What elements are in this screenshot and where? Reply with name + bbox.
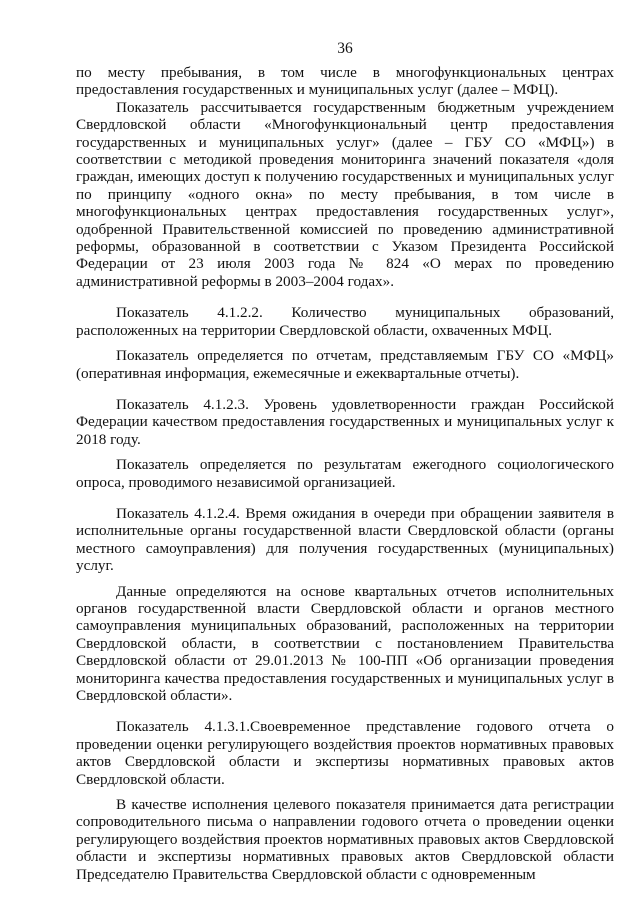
- paragraph-methodology: Показатель рассчитывается государственным бюджетным учреждением Свердловской области «Многофункциональный центр предоставления государственных и муниципальных услуг» (далее – ГБУ СО «МФЦ») в соответствии с методикой проведения мониторинга значений показателя «доля граждан, имеющих доступ к получению государственных и муниципальных услуг по принципу «одного окна» по месту пребывания, в том числе в многофункциональных центрах предоставления государственных услуг», одобренной Правительственной комиссией по проведению административной реформы, образованной в соответствии с Указом Президента Российской Федерации от 23 июля 2003 года № 824 «О мерах по проведению административной реформы в 2003–2004 годах».: [76, 98, 614, 290]
- section-gap: [76, 382, 614, 396]
- indicator-4-1-2-4-description: Данные определяются на основе квартальных отчетов исполнительных органов государственной власти Свердловской области и органов местного самоуправления муниципальных образований, расположенных на территории Свердловской области, в соответствии с постановлением Правительства Свердловской области от 29.01.2013 № 100-ПП «Об организации проведения мониторинга качества предоставления государственных и муниципальных услуг в Свердловской области».: [76, 582, 614, 704]
- indicator-4-1-3-1-heading: Показатель 4.1.3.1.Своевременное представление годового отчета о проведении оценки регулирующего воздействия проектов нормативных правовых актов Свердловской области и экспертизы нормативных правовых актов Свердловской области.: [76, 718, 614, 788]
- section-gap: [76, 290, 614, 304]
- indicator-4-1-3-1-description: В качестве исполнения целевого показателя принимается дата регистрации сопроводительного письма о направлении годового отчета о проведении оценки регулирующего воздействия проектов нормативных правовых актов Свердловской области и экспертизы нормативных правовых актов Свердловской области Председателю Правительства Свердловской области с одновременным: [76, 796, 614, 883]
- section-gap: [76, 704, 614, 718]
- page-number: 36: [337, 40, 353, 57]
- paragraph-gap: [76, 339, 614, 347]
- paragraph-continuation: по месту пребывания, в том числе в многофункциональных центрах предоставления государственных и муниципальных услуг (далее – МФЦ).: [76, 64, 614, 99]
- paragraph-gap: [76, 448, 614, 456]
- indicator-4-1-2-2-heading: Показатель 4.1.2.2. Количество муниципальных образований, расположенных на территории Свердловской области, охваченных МФЦ.: [76, 304, 614, 339]
- section-gap: [76, 491, 614, 505]
- indicator-4-1-2-3-heading: Показатель 4.1.2.3. Уровень удовлетворенности граждан Российской Федерации качеством предоставления государственных и муниципальных услуг к 2018 году.: [76, 395, 614, 448]
- paragraph-gap: [76, 575, 614, 583]
- paragraph-gap: [76, 788, 614, 796]
- indicator-4-1-2-4-heading: Показатель 4.1.2.4. Время ожидания в очереди при обращении заявителя в исполнительные органы государственной власти Свердловской области (органы местного самоуправления) для получения государственных (муниципальных) услуг.: [76, 504, 614, 575]
- indicator-4-1-2-3-description: Показатель определяется по результатам ежегодного социологического опроса, проводимого независимой организацией.: [76, 456, 614, 491]
- indicator-4-1-2-2-description: Показатель определяется по отчетам, представляемым ГБУ СО «МФЦ» (оперативная информация, ежемесячные и ежеквартальные отчеты).: [76, 347, 614, 382]
